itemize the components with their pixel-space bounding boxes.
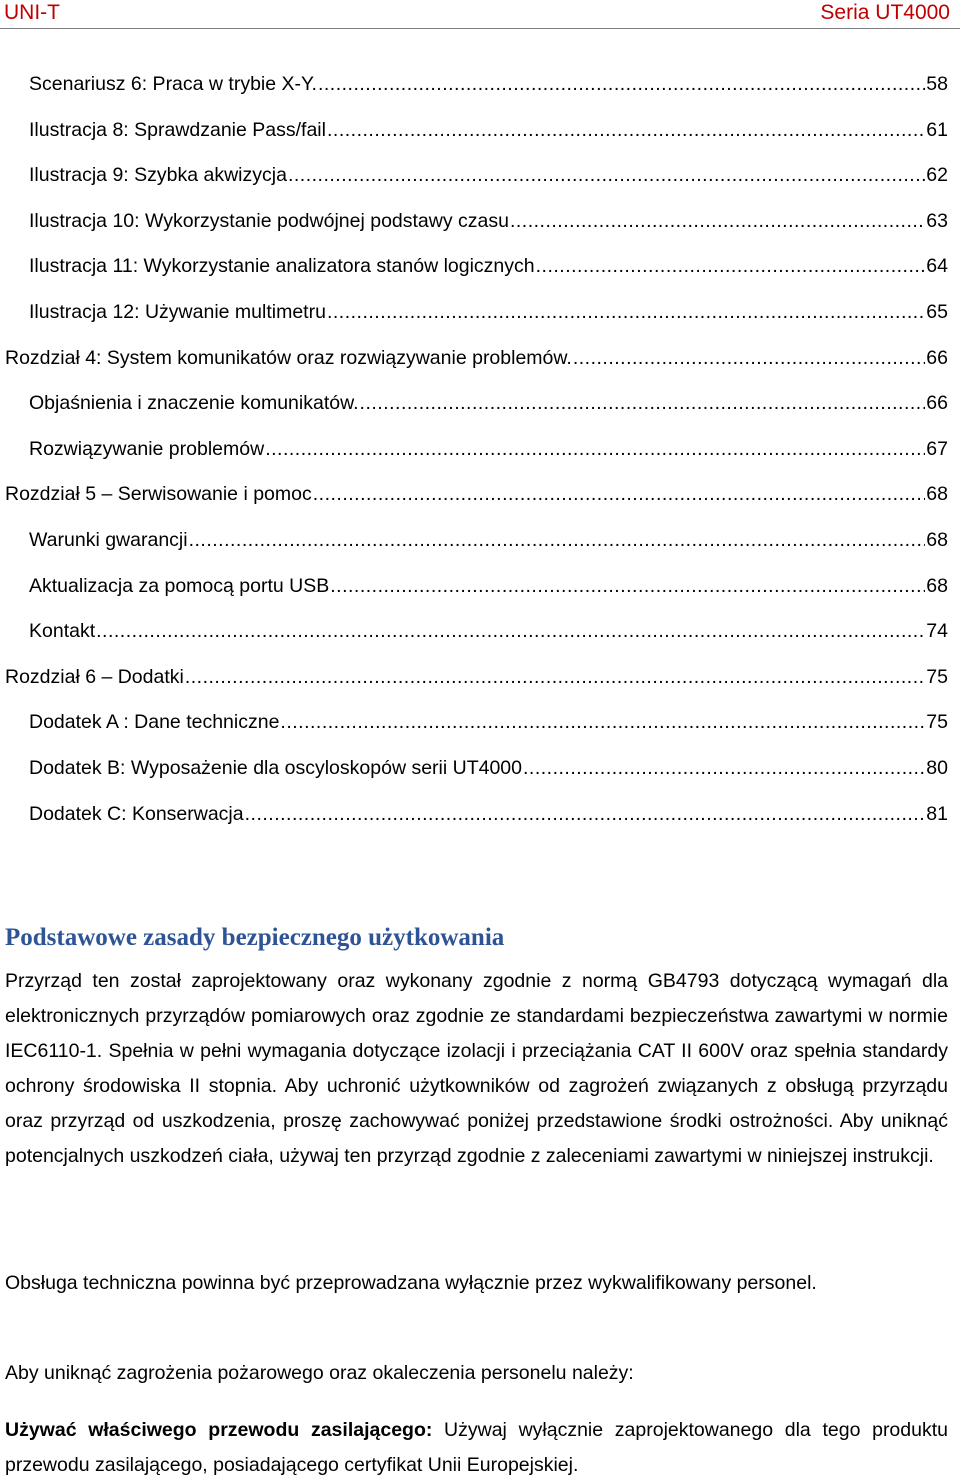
toc-entry[interactable] <box>0 427 948 473</box>
toc-entry[interactable] <box>0 336 948 382</box>
toc-leader-dots <box>523 746 925 792</box>
toc-entry[interactable] <box>0 381 948 427</box>
toc-entry-title: Warunki gwarancji <box>29 528 188 551</box>
toc-entry-title: Dodatek C: Konserwacja <box>29 802 244 825</box>
toc-entry-page: 68 <box>926 574 948 597</box>
safety-paragraph-service: Obsługa techniczna powinna być przeprowadzana wyłącznie przez wykwalifikowany personel. <box>5 1272 817 1294</box>
toc-entry-page: 62 <box>926 164 948 187</box>
safety-paragraph-intro: Przyrząd ten został zaprojektowany oraz wykonany zgodnie z normą GB4793 dotyczącą wymagań dla elektronicznych przyrządów pomiarowych oraz zgodnie ze standardami bezpieczeństwa zawartymi w normie IEC6110-1. Spełnia w pełni wymagania dotyczące izolacji i przeciążania CAT II 600V oraz spełnia standardy ochrony środowiska II stopnia. Aby uchronić użytkowników od zagrożeń związanych z obsługą przyrządu oraz przyrząd od uszkodzenia, proszę zachowywać poniżej przedstawione środki ostrożności. Aby uniknąć potencjalnych uszkodzeń ciała, używaj ten przyrząd zgodnie z zaleceniami zawartymi w niniejszej instrukcji. <box>5 970 948 1167</box>
page-header <box>0 0 960 29</box>
toc-entry[interactable] <box>0 62 948 108</box>
toc-entry-title: Rozdział 5 – Serwisowanie i pomoc <box>5 483 312 506</box>
toc-leader-dots <box>185 655 925 701</box>
toc-entry[interactable] <box>0 746 948 792</box>
toc-leader-dots <box>573 336 925 382</box>
toc-entry-title: Rozdział 6 – Dodatki <box>5 665 184 688</box>
toc-entry-page: 66 <box>926 392 948 415</box>
toc-leader-dots <box>280 700 925 746</box>
toc-leader-dots <box>510 199 925 245</box>
safety-paragraph-power-cord <box>5 1413 948 1483</box>
toc-entry[interactable] <box>0 792 948 838</box>
toc-entry-page: 81 <box>926 802 948 825</box>
toc-entry-page: 65 <box>926 300 948 323</box>
table-of-contents <box>0 62 948 837</box>
toc-entry-page: 75 <box>926 665 948 688</box>
toc-entry-page: 80 <box>926 756 948 779</box>
toc-entry-title: Ilustracja 9: Szybka akwizycja <box>29 164 287 187</box>
toc-leader-dots <box>245 792 926 838</box>
toc-leader-dots <box>536 244 926 290</box>
toc-leader-dots <box>189 518 926 564</box>
toc-entry[interactable] <box>0 153 948 199</box>
toc-entry-page: 61 <box>926 118 948 141</box>
toc-leader-dots <box>288 153 925 199</box>
toc-entry[interactable] <box>0 655 948 701</box>
toc-entry-title: Kontakt <box>29 620 96 643</box>
toc-leader-dots <box>265 427 925 473</box>
toc-entry-title: Objaśnienia i znaczenie komunikatów. <box>29 392 359 415</box>
toc-leader-dots <box>330 564 925 610</box>
toc-entry[interactable] <box>0 290 948 336</box>
toc-entry-title: Dodatek A : Dane techniczne <box>29 711 280 734</box>
toc-entry-page: 68 <box>926 528 948 551</box>
toc-entry-title: Rozwiązywanie problemów <box>29 437 265 460</box>
toc-entry-title: Scenariusz 6: Praca w trybie X-Y. <box>29 73 317 95</box>
safety-paragraph-fire: Aby uniknąć zagrożenia pożarowego oraz okaleczenia personelu należy: <box>5 1362 634 1384</box>
toc-entry[interactable] <box>0 199 948 245</box>
toc-leader-dots <box>360 381 926 427</box>
toc-entry[interactable] <box>0 609 948 655</box>
toc-entry-page: 74 <box>926 620 948 643</box>
toc-leader-dots <box>327 290 925 336</box>
toc-entry[interactable] <box>0 472 948 518</box>
toc-leader-dots <box>327 108 925 154</box>
toc-entry-page: 64 <box>926 255 948 278</box>
power-cord-lead: Używać właściwego przewodu zasilającego: <box>5 1419 433 1441</box>
toc-entry-page: 66 <box>926 346 948 369</box>
toc-entry[interactable] <box>0 108 948 154</box>
toc-entry-title: Aktualizacja za pomocą portu USB <box>29 574 330 597</box>
toc-entry-title: Ilustracja 12: Używanie multimetru <box>29 300 326 323</box>
toc-entry-page: 67 <box>926 437 948 460</box>
toc-entry-title: Ilustracja 11: Wykorzystanie analizatora stanów logicznych <box>29 255 535 278</box>
toc-entry-page: 58 <box>926 73 948 95</box>
toc-leader-dots <box>318 62 925 108</box>
toc-entry-title: Ilustracja 8: Sprawdzanie Pass/fail <box>29 118 326 141</box>
toc-entry-title: Ilustracja 10: Wykorzystanie podwójnej podstawy czasu <box>29 209 509 232</box>
section-heading: Podstawowe zasady bezpiecznego użytkowania <box>5 924 505 951</box>
toc-entry-page: 75 <box>926 711 948 734</box>
toc-entry[interactable] <box>0 518 948 564</box>
toc-entry[interactable] <box>0 564 948 610</box>
toc-entry[interactable] <box>0 700 948 746</box>
toc-leader-dots <box>313 472 926 518</box>
power-cord-text: Używaj wyłącznie zaprojektowanego dla tego produktu przewodu zasilającego, posiadającego certyfikat Unii Europejskiej. <box>5 1419 948 1476</box>
series-label: Seria UT4000 <box>820 1 950 24</box>
toc-entry-title: Dodatek B: Wyposażenie dla oscyloskopów serii UT4000 <box>29 756 522 779</box>
toc-leader-dots <box>96 609 925 655</box>
toc-entry-page: 68 <box>926 483 948 506</box>
brand-label: UNI-T <box>4 1 60 24</box>
toc-entry-page: 63 <box>926 209 948 232</box>
toc-entry-title: Rozdział 4: System komunikatów oraz rozwiązywanie problemów. <box>5 346 572 369</box>
toc-entry[interactable] <box>0 244 948 290</box>
